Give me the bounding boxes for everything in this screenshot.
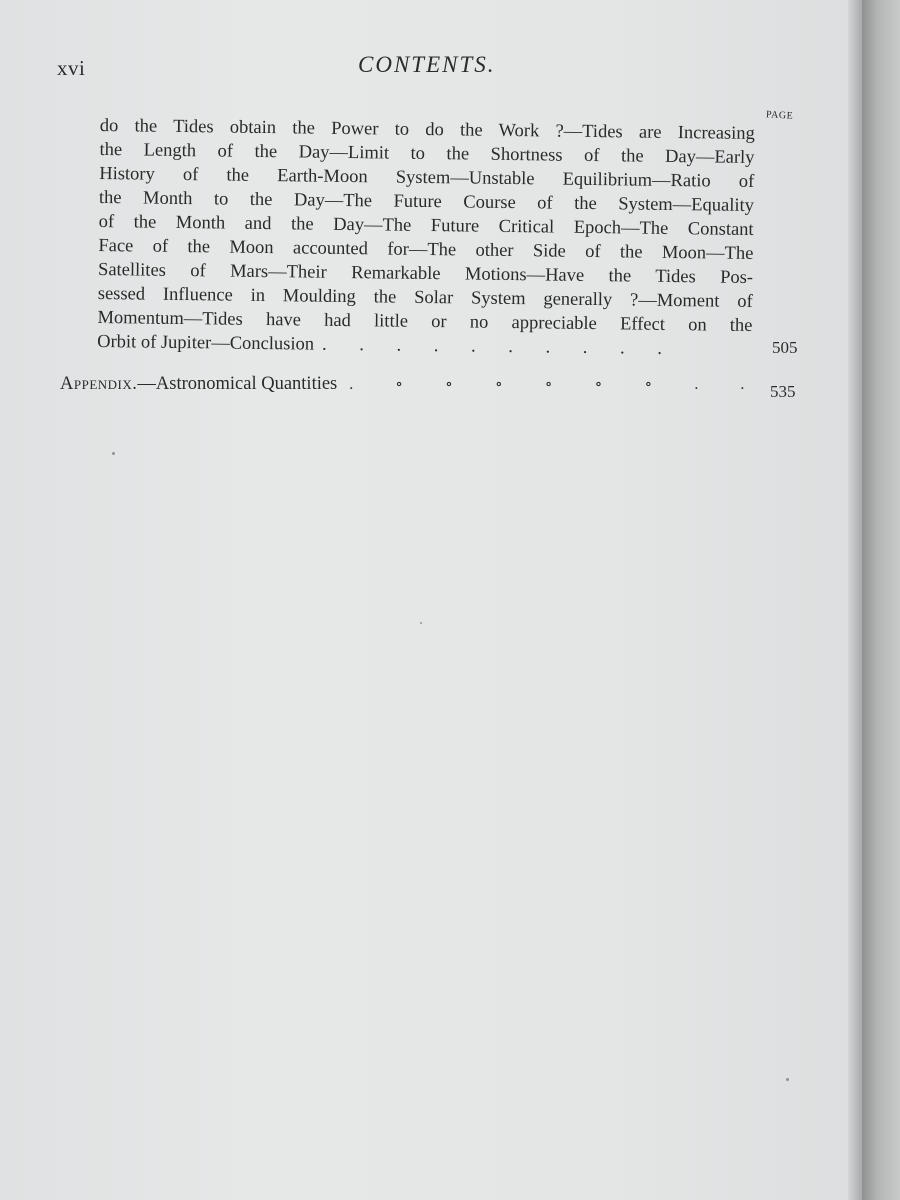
entry-line: History of the Earth-Moon System—Unstable Equilibrium—Ratio of (99, 163, 755, 192)
entry-line-text: Orbit of Jupiter—Conclusion (97, 331, 315, 355)
entry-line: Satellites of Mars—Their Remarkable Motions—Have the Tides Pos- (97, 259, 754, 288)
entry-line: of the Month and the Day—The Future Critical Epoch—The Constant (98, 211, 754, 240)
entry-line: the Length of the Day—Limit to the Shortness of the Day—Early (99, 139, 755, 168)
contents-entry (97, 114, 755, 362)
entry-line: Momentum—Tides have had little or no appreciable Effect on the (97, 307, 753, 336)
appendix-page-number: 535 (770, 382, 796, 401)
entry-page-number: 505 (772, 338, 798, 357)
entry-line: the Month to the Day—The Future Course of the System—Equality (98, 187, 755, 216)
entry-line: Face of the Moon accounted for—The other Side of the Moon—The (98, 235, 754, 264)
dot-leader: . . . . . . . . . . (321, 334, 677, 360)
paper-speck (112, 452, 115, 455)
book-binding (862, 0, 900, 1200)
appendix-dot-leader: . ∘ ∘ ∘ ∘ ∘ ∘ . . (349, 376, 764, 393)
paper-speck (420, 622, 422, 624)
page-number: xvi (57, 56, 86, 80)
appendix-entry (60, 374, 763, 395)
page-edge (848, 0, 862, 1200)
paper-speck (786, 1078, 789, 1081)
entry-line: sessed Influence in Moulding the Solar System generally ?—Moment of (97, 283, 753, 312)
appendix-title: Astronomical Quantities (155, 374, 338, 394)
page-column-label: PAGE (765, 109, 794, 122)
entry-line: do the Tides obtain the Power to do the Work ?—Tides are Increasing (99, 115, 755, 145)
appendix-label: Appendix. (60, 374, 138, 394)
appendix-dash: — (137, 374, 156, 394)
running-title: CONTENTS. (358, 52, 496, 77)
